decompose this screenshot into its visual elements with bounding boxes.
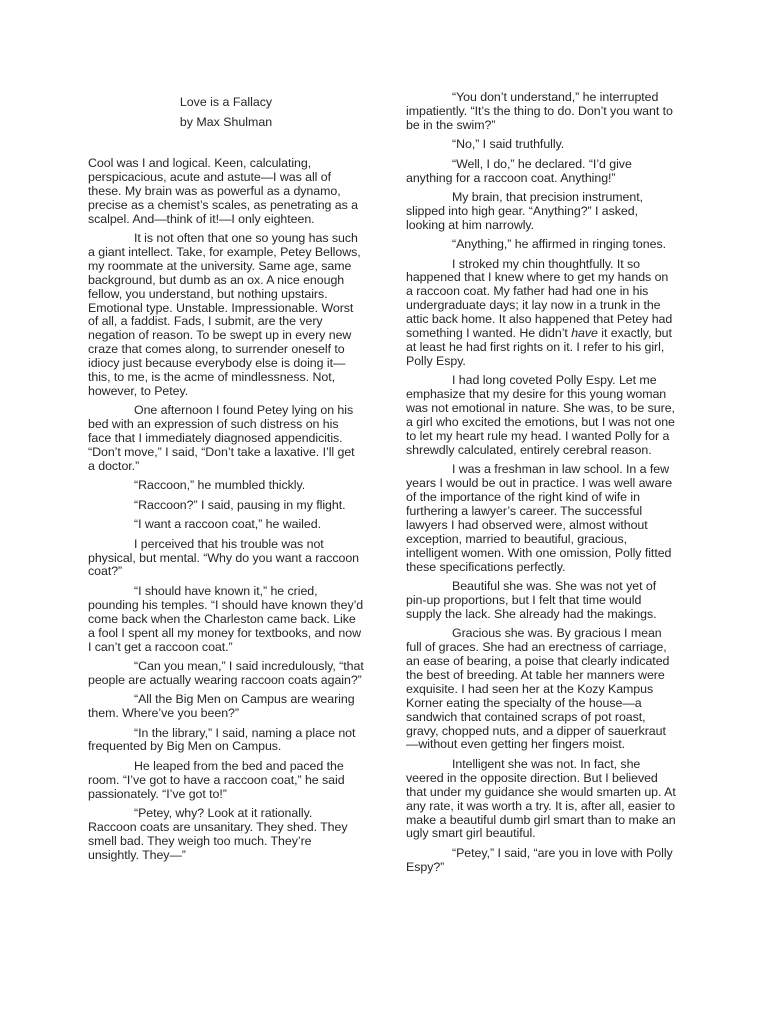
paragraph: My brain, that precision instrument, slipped into high gear. “Anything?” I asked, looking at him narrowly. — [406, 189, 644, 232]
document-author: by Max Shulman — [179, 115, 273, 129]
paragraph: “You don’t understand,” he interrupted impatiently. “It’s the thing to do. Don’t you want to be in the swim?” — [406, 90, 673, 132]
paragraph: I perceived that his trouble was not physical, but mental. “Why do you want a raccoon coat?” — [88, 536, 360, 579]
paragraph: I was a freshman in law school. In a few years I would be out in practice. I was well aware of the importance of the right kind of wife in furthering a lawyer’s career. The successful lawyers I had observed were, almost without exception, married to beautiful, gracious, intelligent women. With one omission, Polly fitted these specifications perfectly. — [406, 462, 673, 574]
paragraph: He leaped from the bed and paced the room. “I’ve got to have a raccoon coat,” he said passionately. “I’ve got to!” — [88, 758, 345, 801]
title-block — [88, 95, 364, 129]
paragraph: “Anything,” he affirmed in ringing tones. — [452, 237, 666, 252]
paragraph: Beautiful she was. She was not yet of pin-up proportions, but I felt that time would supply the lack. She already had the makings. — [406, 579, 657, 621]
paragraph: “No,” I said truthfully. — [452, 137, 565, 152]
paragraph: I stroked my chin thoughtfully. It so happened that I knew where to get my hands on a raccoon coat. My father had had one in his undergraduate days; it lay now in a trunk in the attic back home. It also happened that Petey had something I wanted. He didn’t have it exactly, but at least he had first rights on it. I refer to his girl, Polly Espy. — [406, 256, 673, 368]
paragraph: “Raccoon?” I said, pausing in my flight. — [134, 497, 346, 512]
paragraph: Gracious she was. By gracious I mean full of graces. She had an erectness of carriage, an ease of bearing, a poise that clearly indicated the best of breeding. At table her manners were exquisite. I had seen her at the Kozy Kampus Korner eating the specialty of the house—a sandwich that contained scraps of pot roast, gravy, chopped nuts, and a dipper of sauerkraut—without even getting her fingers moist. — [406, 626, 670, 752]
document-title: Love is a Fallacy — [179, 95, 273, 109]
paragraph: Cool was I and logical. Keen, calculating, perspicacious, acute and astute—I was all of these. My brain was as powerful as a dynamo, precise as a chemist’s scales, as penetrating as a scalpel. And—think of it!—I only eighteen. — [88, 156, 359, 226]
paragraph: One afternoon I found Petey lying on his bed with an expression of such distress on his face that I immediately diagnosed appendicitis. “Don’t move,” I said, “Don’t take a laxative. I’ll get a doctor.” — [88, 403, 355, 474]
paragraph: “Well, I do,” he declared. “I’d give anything for a raccoon coat. Anything!” — [406, 156, 632, 185]
paragraph: It is not often that one so young has such a giant intellect. Take, for example, Petey Bellows, my roommate at the university. Same age, same background, but dumb as an ox. A nice enough fellow, you understand, but nothing upstairs. Emotional type. Unstable. Impressionable. Worst of all, a faddist. Fads, I submit, are the very negation of reason. To be swept up in every new craze that comes along, to surrender oneself to idiocy just because everybody else is doing it—this, to me, is the acme of mindlessness. Not, however, to Petey. — [88, 231, 361, 398]
paragraph: “All the Big Men on Campus are wearing them. Where’ve you been?” — [88, 692, 355, 721]
right-column — [406, 91, 678, 880]
paragraph: “Petey, why? Look at it rationally. Raccoon coats are unsanitary. They shed. They smell bad. They weigh too much. They’re unsightly. They—” — [88, 806, 348, 862]
paragraph: “Petey,” I said, “are you in love with Polly Espy?” — [406, 845, 673, 874]
paragraph: “I want a raccoon coat,” he wailed. — [134, 517, 321, 532]
paragraph: “I should have known it,” he cried, pounding his temples. “I should have known they’d come back when the Charleston came back. Like a fool I spent all my money for textbooks, and now I can’t get a raccoon coat.” — [88, 583, 364, 654]
paragraph: “In the library,” I said, naming a place not frequented by Big Men on Campus. — [88, 725, 356, 754]
left-column — [88, 157, 364, 868]
paragraph: “Raccoon,” he mumbled thickly. — [134, 478, 306, 493]
paragraph: I had long coveted Polly Espy. Let me emphasize that my desire for this young woman was not emotional in nature. She was, to be sure, a girl who excited the emotions, but I was not one to let my heart rule my head. I wanted Polly for a shrewdly calculated, entirely cerebral reason. — [406, 373, 675, 457]
paragraph: “Can you mean,” I said incredulously, “that people are actually wearing raccoon coats again?” — [88, 658, 364, 687]
paragraph: Intelligent she was not. In fact, she veered in the opposite direction. But I believed that under my guidance she would smarten up. At any rate, it was worth a try. It is, after all, easier to make a beautiful dumb girl smart than to make an ugly smart girl beautiful. — [406, 756, 676, 841]
